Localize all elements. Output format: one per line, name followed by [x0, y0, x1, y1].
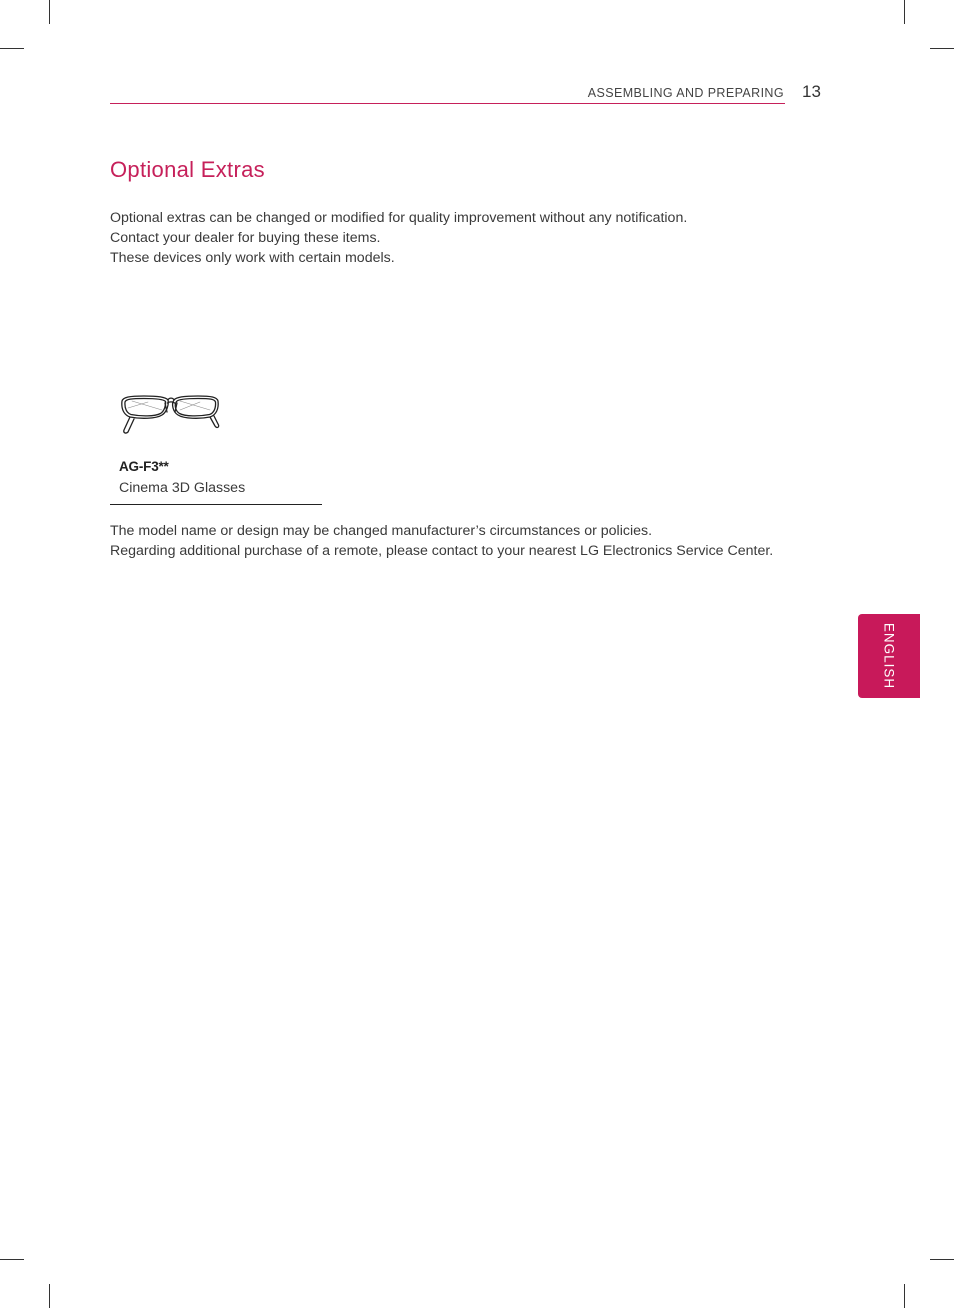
- 3d-glasses-icon: [118, 392, 222, 445]
- model-description: Cinema 3D Glasses: [119, 480, 246, 496]
- notes-paragraph: [110, 521, 773, 561]
- crop-mark: [930, 1259, 954, 1260]
- intro-paragraph: [110, 208, 687, 268]
- intro-line: Optional extras can be changed or modified for quality improvement without any notification.: [110, 210, 688, 226]
- crop-mark: [930, 48, 954, 49]
- crop-mark: [49, 0, 50, 24]
- model-name: AG-F3**: [119, 459, 169, 474]
- intro-line: Contact your dealer for buying these items.: [110, 230, 381, 246]
- item-divider: [110, 504, 322, 505]
- intro-line: These devices only work with certain models.: [110, 250, 395, 266]
- crop-mark: [0, 48, 24, 49]
- page-number: 13: [802, 82, 821, 101]
- crop-mark: [49, 1284, 50, 1308]
- crop-mark: [904, 0, 905, 24]
- language-tab: [858, 614, 920, 698]
- crop-mark: [0, 1259, 24, 1260]
- note-line: The model name or design may be changed manufacturer’s circumstances or policies.: [110, 523, 653, 539]
- language-tab-label: ENGLISH: [881, 622, 897, 690]
- crop-mark: [904, 1284, 905, 1308]
- page-title: Optional Extras: [110, 157, 265, 182]
- note-line: Regarding additional purchase of a remote, please contact to your nearest LG Electronics Service Center.: [110, 543, 774, 559]
- header-section-label: ASSEMBLING AND PREPARING: [587, 86, 784, 100]
- header-divider: [110, 103, 785, 104]
